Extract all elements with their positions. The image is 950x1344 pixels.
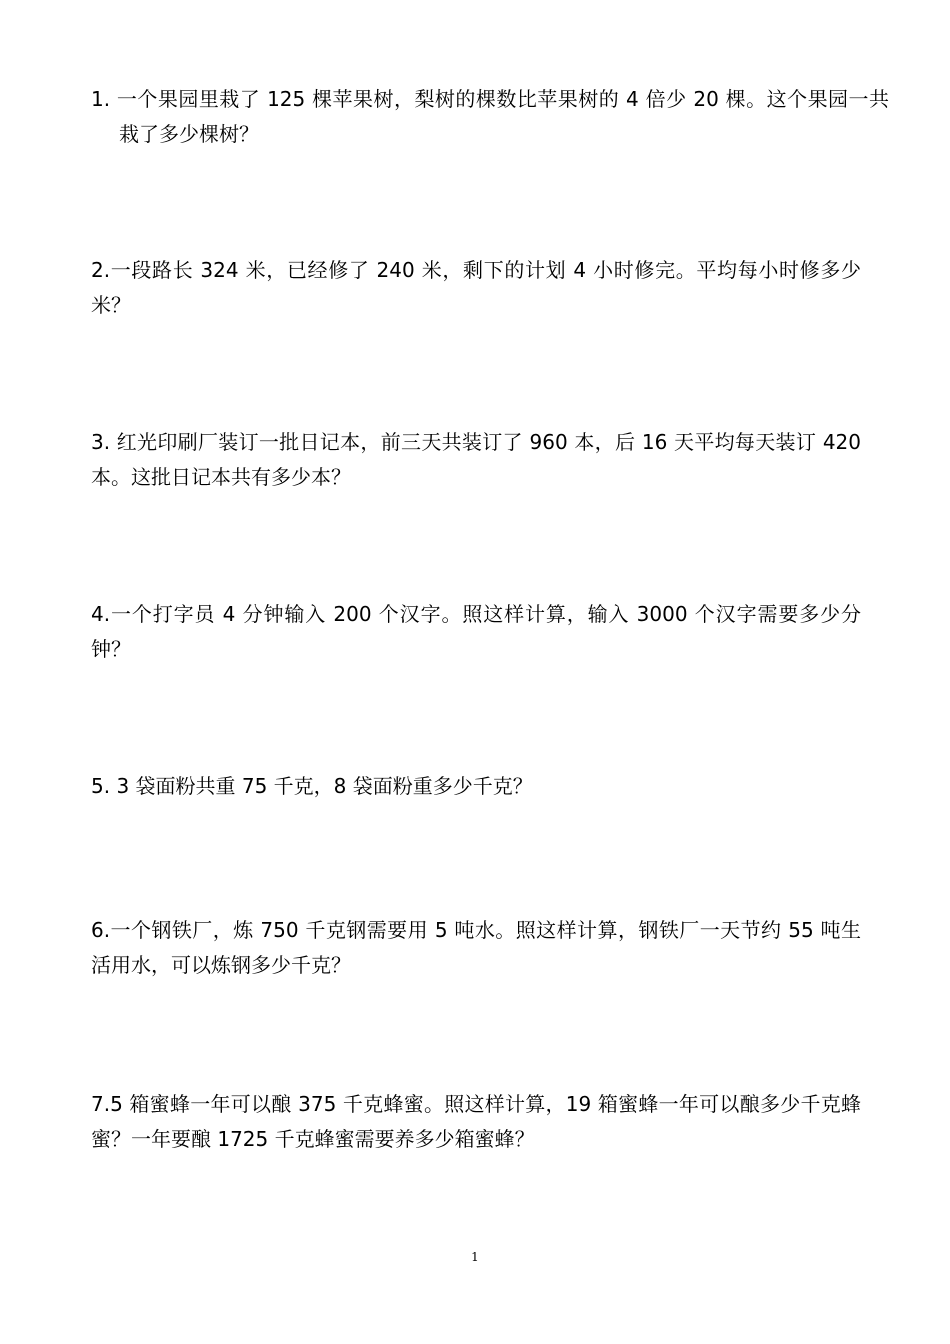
question-4: 4.一个打字员 4 分钟输入 200 个汉字。照这样计算，输入 3000 个汉字需要多少分钟？	[91, 602, 861, 661]
question-3: 3. 红光印刷厂装订一批日记本，前三天共装订了 960 本，后 16 天平均每天装订 420 本。这批日记本共有多少本？	[91, 430, 861, 489]
question-1: 1. 一个果园里栽了 125 棵苹果树，梨树的棵数比苹果树的 4 倍少 20 棵。这个果园一共栽了多少棵树？	[91, 87, 889, 146]
question-2: 2.一段路长 324 米，已经修了 240 米，剩下的计划 4 小时修完。平均每小时修多少米？	[91, 258, 861, 317]
question-6: 6.一个钢铁厂，炼 750 千克钢需要用 5 吨水。照这样计算，钢铁厂一天节约 55 吨生活用水，可以炼钢多少千克？	[91, 918, 861, 977]
question-7: 7.5 箱蜜蜂一年可以酿 375 千克蜂蜜。照这样计算，19 箱蜜蜂一年可以酿多少千克蜂蜜？一年要酿 1725 千克蜂蜜需要养多少箱蜜蜂？	[91, 1092, 861, 1151]
page-number: 1	[471, 1250, 479, 1264]
question-5: 5. 3 袋面粉共重 75 千克，8 袋面粉重多少千克？	[91, 774, 533, 798]
